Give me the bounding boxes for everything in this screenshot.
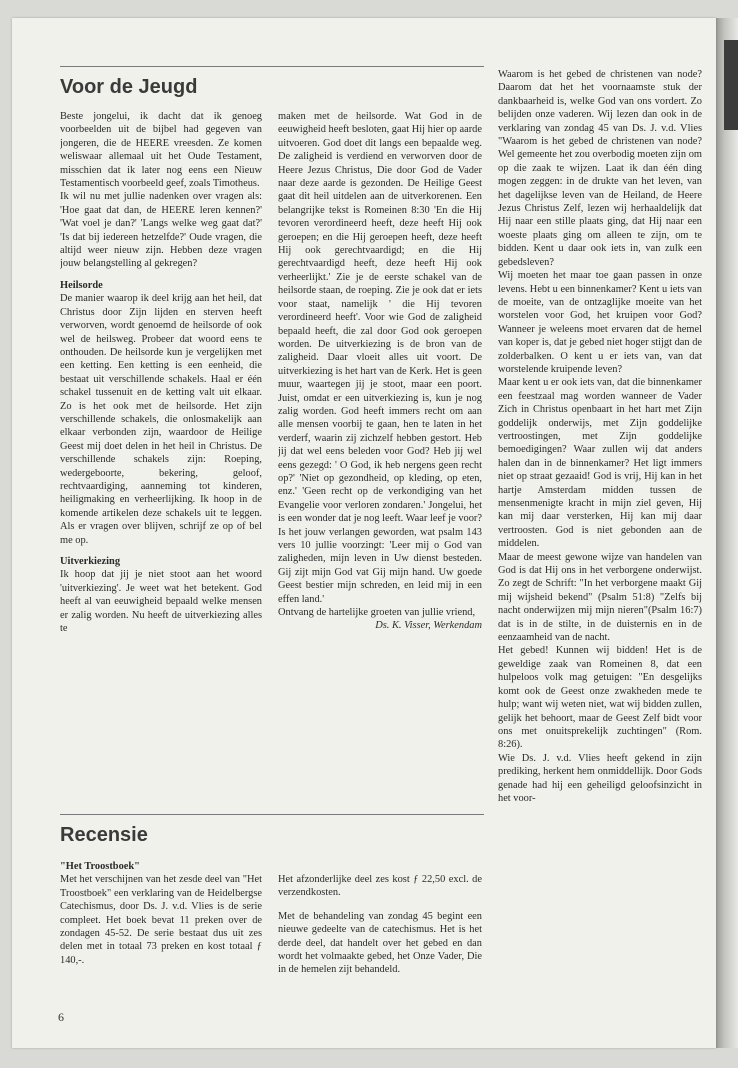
- gebed-paragraph: Het gebed! Kunnen wij bidden! Het is de geweldige zaak van Romeinen 8, dat een hulpeloos volk mag getuigen: "En desgelijks komt ook de Geest onze zwakheden mede te hulp; want wij weten niet, wat wij bidden zullen, gelijk het behoort, maar de Geest Zelf bidt voor ons met onuitsprekelijk zuchtingen" (Rom. 8:26).: [498, 645, 702, 751]
- recensie-paragraph: Met de behandeling van zondag 45 begint een nieuwe gedeelte van de catechismus. Het is het derde deel, dat handelt over het gebed en dan wordt het volmaakte gebed, het Onze Vader, Die in de hemelen zijt behandeld.: [278, 910, 482, 976]
- heilsorde-paragraph: De manier waarop ik deel krijg aan het heil, dat Christus door Zijn lijden en sterven heeft verworven, wordt genoemd de heilsorde of ook wel de heilsweg. Probeer dat woord eens te onthouden. De heilsorde kun je vergelijken met een ketting. Een ketting is een eenheid, die bestaat uit verschillende schakels. Haal er één schakel tussenuit en de ketting valt uit elkaar. Zo is het ook met de heilsorde. Het zijn verschillende schakels, die onlosmakelijk aan elkaar verbonden zijn, waardoor de Heilige Geest mij doet delen in het heil in Christus. De verschillende schakels zijn: Roeping, wedergeboorte, bekering, geloof, rechtvaardiging, aanneming tot kinderen, heiligmaking en verheerlijking. Ik hoop in de komende artikelen deze schakels uit te leggen. Als er vragen over blijven, schrijf ze op of bel me op.: [60, 293, 262, 546]
- jeugd-column-2: [278, 110, 482, 800]
- gebed-paragraph: Maar kent u er ook iets van, dat die binnenkamer een feestzaal mag worden wanneer de Vader Zich in Christus openbaart in het hart met Zijn goddelijk onderwijs, met Zijn goddelijke vertroostingen, met Zijn goddelijke bemoedigingen? Waar zullen wij dat anders halen dan in de binnenkamer? Het ligt immers niet op straat gezaaid! God is vrij, Hij kan in het hartje Amsterdam midden tussen de mensenmenigte kracht in mijn ziel geven, Hij kan mij daar versterken, Hij kan mij daar vertroosten. God is niet gebonden aan de middelen.: [498, 377, 702, 550]
- top-rule: [60, 66, 484, 67]
- page-edge-shadow: [724, 40, 738, 130]
- gebed-paragraph: Waarom is het gebed de christenen van node? Daarom dat het het voornaamste stuk der dankbaarheid is, welke God van ons vordert. Zo belijden onze vaderen. Wij lezen dan ook in de verklaring van zondag 45 van Ds. J. v.d. Vlies "Waarom is het gebed de christenen van node? Wel gemeente het zou overbodig moeten zijn om op die zaak te wijzen. Laat ik dan één ding mogen zeggen: in de drukte van het leven, van het dagelijkse leven van de Heiland, de Heere Jezus Christus Zelf, lezen wij herhaaldelijk dat Hij naar een stille plaats ging, dat Hij naar een woeste plaats ging om alleen te zijn, om te bidden. Kent u daar ook iets in, van zulk een gebedsleven?: [498, 69, 702, 268]
- gebed-paragraph: Maar de meest gewone wijze van handelen van God is dat Hij ons in het verborgene onderwijst. Zo zegt de Schrift: "In het verborgene maakt Gij mij wijsheid bekend" (Psalm 51:8) "Zelfs bij nacht onderwijzen mij mijn nieren"(Psalm 16:7) dat is in de stilte, in de duisternis en in de eenzaamheid van de nacht.: [498, 551, 702, 644]
- recensie-paragraph: Het afzonderlijke deel zes kost ƒ 22,50 excl. de verzendkosten.: [278, 874, 482, 899]
- recensie-subheading: "Het Troostboek": [60, 861, 140, 872]
- jeugd-paragraph: maken met de heilsorde. Wat God in de eeuwigheid heeft besloten, gaat Hij hier op aarde uitvoeren. God doet dit langs een bepaalde weg. De zaligheid is verdiend en verworven door de Heere Jezus Christus, Die door God de Vader naar deze aarde is gezonden. De Heilige Geest gaat dit heil uitdelen aan de uitverkorenen. Een belangrijke tekst is Romeinen 8:30 'En die Hij tevoren verordineerd heeft, deze heeft Hij ook geroepen; en die Hij geroepen heeft, deze heeft Hij ook gerechtvaardigd; en die Hij gerechtvaardigd heeft, deze heeft Hij ook verheerlijkt.' Zie je de eerste schakel van de heilsorde staan, de roeping. Zie je ook dat er iets voor staat, namelijk ' die Hij tevoren verordineerd heeft'. Voor wie God de zaligheid bepaald heeft, die zal door God ook geroepen worden. De uitverkiezing is de bron van de zaligheid. Daar vloeit alles uit voort. De uitverkiezing is het hart van de Kerk. Het is geen muur, waartegen jij je stoot, maar een poort. Juist, omdat er een uitverkiezing is, kun je nog zalig worden. God heeft immers recht om aan alle mensen voorbij te gaan, hen te laten in het verderf, waarin zij zichzelf hebben gestort. Heb jij dat wel eens beleden voor God? Heb jij wel eens gezegd: ' O God, ik heb nergens geen recht op?' 'Niet op gezondheid, op kleding, op eten, enz.' 'Geen recht op de verkondiging van het Evangelie voor verloren zondaren.' Jongelui, het is een wonder dat je nog leeft. Waar leef je voor? Is het jouw verlangen geworden, wat psalm 143 vers 10 jullie voorzingt: 'Leer mij o God van zaligheden, mijn leven in Uw dienst besteden. Gij zijt mijn God vat Gij mijn hand. Uw goede Geest bestier mijn schreden, en leid mij in een effen land.': [278, 111, 482, 605]
- author-signature: Ds. K. Visser, Werkendam: [375, 620, 482, 632]
- recensie-rule: [60, 814, 484, 815]
- recensie-column-1: [60, 860, 262, 1010]
- gebed-paragraph: Wij moeten het maar toe gaan passen in onze levens. Hebt u een binnenkamer? Kent u iets van de moeite, van de ontzaglijke moeite van het worstelen voor God, het kruipen voor God? Wanneer je weleens moet ervaren dat de hemel van koper is, dat je gebed niet hoger stijgt dan de zolderbalken. O kent u er iets van, van dat worstelende kruipende leven?: [498, 270, 702, 375]
- recensie-paragraph: Met het verschijnen van het zesde deel van "Het Troostboek" een verklaring van de Heidelbergse Catechismus, door Ds. J. v.d. Vlies is de serie compleet. Het boek bevat 11 preken over de zondagen 45-52. De serie bestaat dus uit zes delen met in totaal 73 preken en kost totaal ƒ 140,-.: [60, 874, 262, 966]
- page-number: 6: [58, 1010, 64, 1024]
- magazine-page: [12, 18, 716, 1048]
- recensie-column-2: [278, 873, 482, 1013]
- gebed-paragraph: Wie Ds. J. v.d. Vlies heeft gekend in zijn prediking, herkent hem onmiddellijk. Door Gods genade had hij een geheiligd geloofsinzicht in het voor-: [498, 752, 702, 804]
- page-edge: [716, 18, 738, 1048]
- jeugd-paragraph: Ik wil nu met jullie nadenken over vragen als: 'Hoe gaat dat dan, de HEERE leren kennen?' 'Wat voel je dan?' 'Langs welke weg gaat dat?' 'Is dat bij iedereen hetzelfde?' Oude vragen, die altijd weer nieuw zijn. Hebben deze vragen jouw belangstelling al gekregen?: [60, 191, 262, 270]
- jeugd-title: Voor de Jeugd: [60, 76, 198, 98]
- uitverkiezing-subheading: Uitverkiezing: [60, 556, 121, 567]
- jeugd-paragraph: Beste jongelui, ik dacht dat ik genoeg voorbeelden uit de bijbel had gegeven van jongeren, die de HEERE vreesden. Ze komen weliswaar allemaal uit het Oude Testament, misschien dat ik later nog eens een Nieuw Testamentisch voorbeeld geef, zoals Timotheus.: [60, 111, 262, 190]
- uitverkiezing-paragraph: Ik hoop dat jij je niet stoot aan het woord 'uitverkiezing'. Je weet wat het betekent. God heeft al van eeuwigheid bepaald welke mensen er zalig worden. Nu heeft de uitverkiezing alles te: [60, 569, 262, 635]
- gebed-column: [498, 68, 702, 1013]
- jeugd-paragraph: Ontvang de hartelijke groeten van jullie vriend,: [278, 607, 476, 619]
- recensie-title: Recensie: [60, 824, 148, 846]
- heilsorde-subheading: Heilsorde: [60, 279, 103, 291]
- jeugd-column-1: [60, 110, 262, 800]
